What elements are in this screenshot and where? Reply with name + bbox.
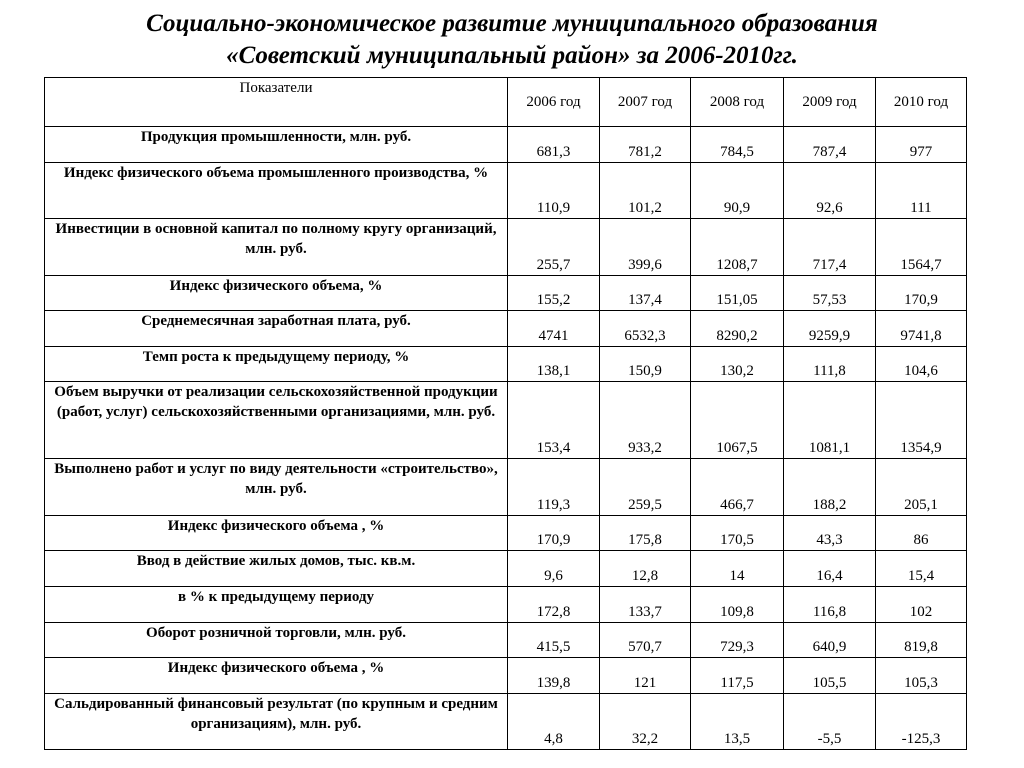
row-value-2009: 105,5 bbox=[784, 658, 876, 694]
row-value-2010: 977 bbox=[876, 127, 967, 163]
row-value-2008: 130,2 bbox=[691, 347, 784, 382]
row-value-2007: 32,2 bbox=[600, 694, 691, 750]
table-row bbox=[45, 347, 967, 382]
table-row bbox=[45, 694, 967, 750]
row-value-2007: 933,2 bbox=[600, 382, 691, 459]
row-value-2006: 4741 bbox=[508, 311, 600, 347]
table-row bbox=[45, 551, 967, 587]
row-value-2010: 1354,9 bbox=[876, 382, 967, 459]
row-value-2009: 111,8 bbox=[784, 347, 876, 382]
row-value-2010: 102 bbox=[876, 587, 967, 623]
row-value-2010: 205,1 bbox=[876, 459, 967, 516]
row-value-2010: 111 bbox=[876, 163, 967, 219]
title-line-1: Социально-экономическое развитие муниципального образования bbox=[146, 10, 878, 37]
row-value-2009: 787,4 bbox=[784, 127, 876, 163]
indicators-table bbox=[44, 77, 967, 750]
row-label: Оборот розничной торговли, млн. руб. bbox=[45, 623, 508, 658]
row-value-2010: 105,3 bbox=[876, 658, 967, 694]
row-value-2007: 150,9 bbox=[600, 347, 691, 382]
table-row bbox=[45, 127, 967, 163]
row-value-2006: 138,1 bbox=[508, 347, 600, 382]
row-value-2009: 188,2 bbox=[784, 459, 876, 516]
row-value-2007: 175,8 bbox=[600, 516, 691, 551]
row-value-2008: 90,9 bbox=[691, 163, 784, 219]
row-value-2010: 104,6 bbox=[876, 347, 967, 382]
row-label: Объем выручки от реализации сельскохозяйственной продукции (работ, услуг) сельскохозяйственными организациями, млн. руб. bbox=[45, 382, 508, 459]
row-value-2007: 137,4 bbox=[600, 276, 691, 311]
row-value-2008: 117,5 bbox=[691, 658, 784, 694]
row-value-2009: 43,3 bbox=[784, 516, 876, 551]
row-value-2009: 640,9 bbox=[784, 623, 876, 658]
row-value-2006: 172,8 bbox=[508, 587, 600, 623]
row-value-2008: 729,3 bbox=[691, 623, 784, 658]
row-value-2007: 570,7 bbox=[600, 623, 691, 658]
row-value-2009: 9259,9 bbox=[784, 311, 876, 347]
row-value-2009: 57,53 bbox=[784, 276, 876, 311]
row-label: Индекс физического объема промышленного производства, % bbox=[45, 163, 508, 219]
table-row bbox=[45, 311, 967, 347]
row-value-2010: 819,8 bbox=[876, 623, 967, 658]
row-value-2006: 119,3 bbox=[508, 459, 600, 516]
row-value-2007: 12,8 bbox=[600, 551, 691, 587]
row-value-2006: 681,3 bbox=[508, 127, 600, 163]
row-value-2009: -5,5 bbox=[784, 694, 876, 750]
row-value-2008: 13,5 bbox=[691, 694, 784, 750]
table-row bbox=[45, 658, 967, 694]
header-year-2008: 2008 год bbox=[691, 78, 784, 127]
row-label: Продукция промышленности, млн. руб. bbox=[45, 127, 508, 163]
row-label: Ввод в действие жилых домов, тыс. кв.м. bbox=[45, 551, 508, 587]
table-row bbox=[45, 516, 967, 551]
row-value-2010: 9741,8 bbox=[876, 311, 967, 347]
row-value-2008: 151,05 bbox=[691, 276, 784, 311]
row-value-2006: 155,2 bbox=[508, 276, 600, 311]
row-value-2010: 86 bbox=[876, 516, 967, 551]
table-row bbox=[45, 276, 967, 311]
row-value-2009: 16,4 bbox=[784, 551, 876, 587]
row-label: Темп роста к предыдущему периоду, % bbox=[45, 347, 508, 382]
title-line-2: «Советский муниципальный район» за 2006-2010гг. bbox=[226, 42, 798, 69]
row-value-2006: 139,8 bbox=[508, 658, 600, 694]
row-value-2010: 170,9 bbox=[876, 276, 967, 311]
row-value-2007: 6532,3 bbox=[600, 311, 691, 347]
row-value-2010: 15,4 bbox=[876, 551, 967, 587]
row-value-2006: 170,9 bbox=[508, 516, 600, 551]
row-value-2008: 8290,2 bbox=[691, 311, 784, 347]
row-value-2008: 784,5 bbox=[691, 127, 784, 163]
row-value-2006: 153,4 bbox=[508, 382, 600, 459]
row-value-2007: 133,7 bbox=[600, 587, 691, 623]
row-value-2007: 121 bbox=[600, 658, 691, 694]
row-value-2007: 399,6 bbox=[600, 219, 691, 276]
row-value-2009: 1081,1 bbox=[784, 382, 876, 459]
table-row bbox=[45, 382, 967, 459]
row-value-2007: 259,5 bbox=[600, 459, 691, 516]
row-value-2006: 255,7 bbox=[508, 219, 600, 276]
table-row bbox=[45, 163, 967, 219]
row-label: Индекс физического объема, % bbox=[45, 276, 508, 311]
row-value-2008: 466,7 bbox=[691, 459, 784, 516]
row-value-2008: 14 bbox=[691, 551, 784, 587]
row-value-2009: 92,6 bbox=[784, 163, 876, 219]
row-value-2007: 781,2 bbox=[600, 127, 691, 163]
header-year-2010: 2010 год bbox=[876, 78, 967, 127]
row-value-2009: 116,8 bbox=[784, 587, 876, 623]
row-value-2006: 4,8 bbox=[508, 694, 600, 750]
row-value-2009: 717,4 bbox=[784, 219, 876, 276]
row-value-2008: 1208,7 bbox=[691, 219, 784, 276]
header-year-2007: 2007 год bbox=[600, 78, 691, 127]
table-row bbox=[45, 459, 967, 516]
row-value-2006: 415,5 bbox=[508, 623, 600, 658]
row-value-2008: 1067,5 bbox=[691, 382, 784, 459]
row-label: Индекс физического объема , % bbox=[45, 658, 508, 694]
row-label: Индекс физического объема , % bbox=[45, 516, 508, 551]
row-label: Выполнено работ и услуг по виду деятельности «строительство», млн. руб. bbox=[45, 459, 508, 516]
row-value-2007: 101,2 bbox=[600, 163, 691, 219]
row-value-2006: 9,6 bbox=[508, 551, 600, 587]
table-row bbox=[45, 219, 967, 276]
header-year-2009: 2009 год bbox=[784, 78, 876, 127]
header-year-2006: 2006 год bbox=[508, 78, 600, 127]
table-row bbox=[45, 623, 967, 658]
page-title bbox=[0, 8, 1024, 72]
table-header-row bbox=[45, 78, 967, 127]
row-value-2010: 1564,7 bbox=[876, 219, 967, 276]
table-row bbox=[45, 587, 967, 623]
header-indicator: Показатели bbox=[45, 78, 508, 127]
row-value-2010: -125,3 bbox=[876, 694, 967, 750]
row-value-2008: 109,8 bbox=[691, 587, 784, 623]
row-value-2008: 170,5 bbox=[691, 516, 784, 551]
row-label: Среднемесячная заработная плата, руб. bbox=[45, 311, 508, 347]
row-value-2006: 110,9 bbox=[508, 163, 600, 219]
row-label: Сальдированный финансовый результат (по крупным и средним организациям), млн. руб. bbox=[45, 694, 508, 750]
row-label: Инвестиции в основной капитал по полному кругу организаций, млн. руб. bbox=[45, 219, 508, 276]
row-label: в % к предыдущему периоду bbox=[45, 587, 508, 623]
